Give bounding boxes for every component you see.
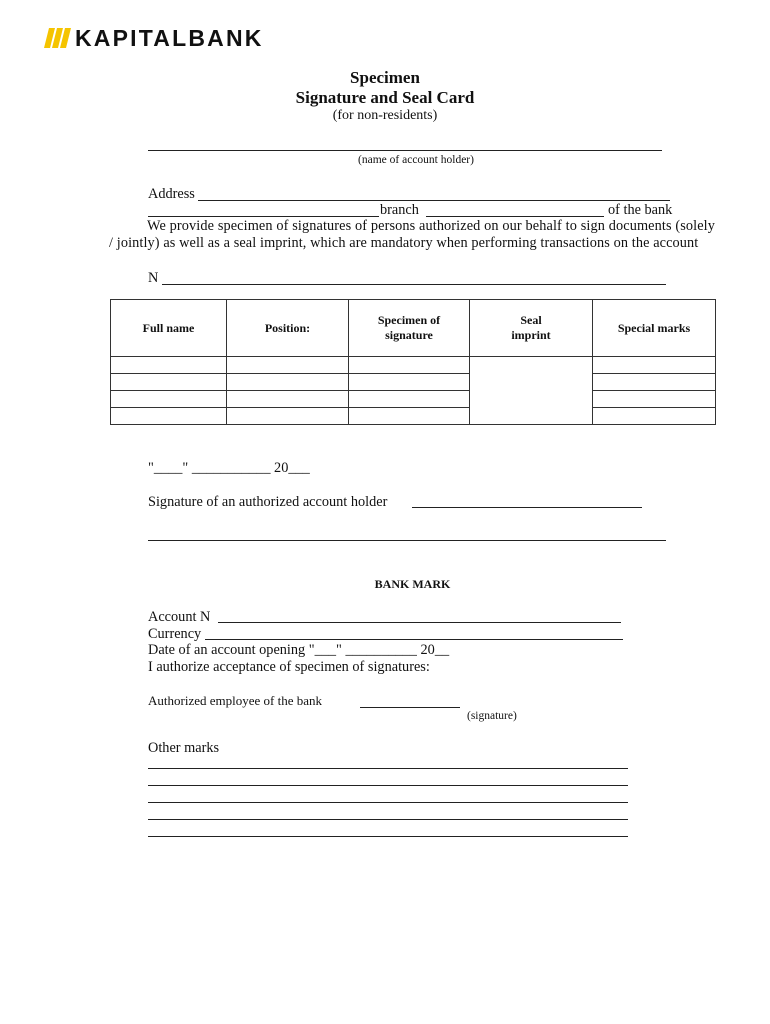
other-marks-line[interactable] <box>148 785 628 786</box>
form-title: Specimen <box>350 68 420 87</box>
signature-cell[interactable] <box>349 374 470 391</box>
other-marks-label: Other marks <box>148 740 220 756</box>
account-number-label: N <box>148 270 159 286</box>
full-name-cell[interactable] <box>111 357 227 374</box>
special-marks-cell[interactable] <box>593 357 716 374</box>
other-marks-line[interactable] <box>148 836 628 837</box>
signature-table <box>110 299 716 425</box>
other-marks-line[interactable] <box>148 768 628 769</box>
bank-name: KAPITALBANK <box>75 25 264 51</box>
kapitalbank-logo-icon <box>44 28 72 48</box>
opening-date-field[interactable]: Date of an account opening "___" __________ 20__ <box>148 642 450 658</box>
table-row <box>111 374 716 391</box>
holder-name-line[interactable] <box>148 540 666 541</box>
column-header-position: Position: <box>227 300 349 357</box>
signature-cell[interactable] <box>349 408 470 425</box>
account-number-line[interactable] <box>162 284 666 285</box>
other-marks-line[interactable] <box>148 802 628 803</box>
branch-line[interactable] <box>426 216 604 217</box>
account-holder-caption: (name of account holder) <box>358 154 474 166</box>
special-marks-cell[interactable] <box>593 391 716 408</box>
signature-cell[interactable] <box>349 391 470 408</box>
table-header-row <box>111 300 716 357</box>
currency-line[interactable] <box>205 639 623 640</box>
bank-account-line[interactable] <box>218 622 621 623</box>
special-marks-cell[interactable] <box>593 408 716 425</box>
holder-signature-line[interactable] <box>412 507 642 508</box>
column-header-specimen-signature: Specimen of signature <box>349 300 470 357</box>
holder-signature-label: Signature of an authorized account holder <box>148 494 388 510</box>
position-cell[interactable] <box>227 408 349 425</box>
full-name-cell[interactable] <box>111 408 227 425</box>
table-row <box>111 357 716 374</box>
full-name-cell[interactable] <box>111 374 227 391</box>
column-header-full-name: Full name <box>111 300 227 357</box>
form-subtitle: Signature and Seal Card <box>295 88 475 107</box>
branch-label: branch <box>380 202 419 218</box>
address-label: Address <box>148 186 195 202</box>
position-cell[interactable] <box>227 391 349 408</box>
authorization-paragraph: We provide specimen of signatures of persons authorized on our behalf to sign documents (solely / jointly) as well as a seal imprint, which are mandatory when performing transactions on the account <box>109 218 715 251</box>
full-name-cell[interactable] <box>111 391 227 408</box>
bank-mark-title: BANK MARK <box>374 577 451 591</box>
authorize-text: I authorize acceptance of specimen of signatures: <box>148 659 430 675</box>
employee-signature-line[interactable] <box>360 707 460 708</box>
seal-imprint-cell[interactable] <box>470 357 593 425</box>
position-cell[interactable] <box>227 374 349 391</box>
employee-label: Authorized employee of the bank <box>148 693 322 708</box>
address-continuation-line[interactable] <box>148 216 379 217</box>
signature-cell[interactable] <box>349 357 470 374</box>
form-note: (for non-residents) <box>332 108 438 123</box>
other-marks-line[interactable] <box>148 819 628 820</box>
table-row <box>111 391 716 408</box>
date-field[interactable]: "____" ___________ 20___ <box>148 460 310 476</box>
address-line[interactable] <box>198 200 670 201</box>
column-header-special-marks: Special marks <box>593 300 716 357</box>
bank-account-label: Account N <box>148 609 211 625</box>
special-marks-cell[interactable] <box>593 374 716 391</box>
table-row <box>111 408 716 425</box>
column-header-seal-imprint: Seal imprint <box>470 300 593 357</box>
of-the-bank-label: of the bank <box>608 202 673 218</box>
signature-caption: (signature) <box>467 710 517 722</box>
position-cell[interactable] <box>227 357 349 374</box>
currency-label: Currency <box>148 626 202 642</box>
account-holder-name-line[interactable] <box>148 150 662 151</box>
